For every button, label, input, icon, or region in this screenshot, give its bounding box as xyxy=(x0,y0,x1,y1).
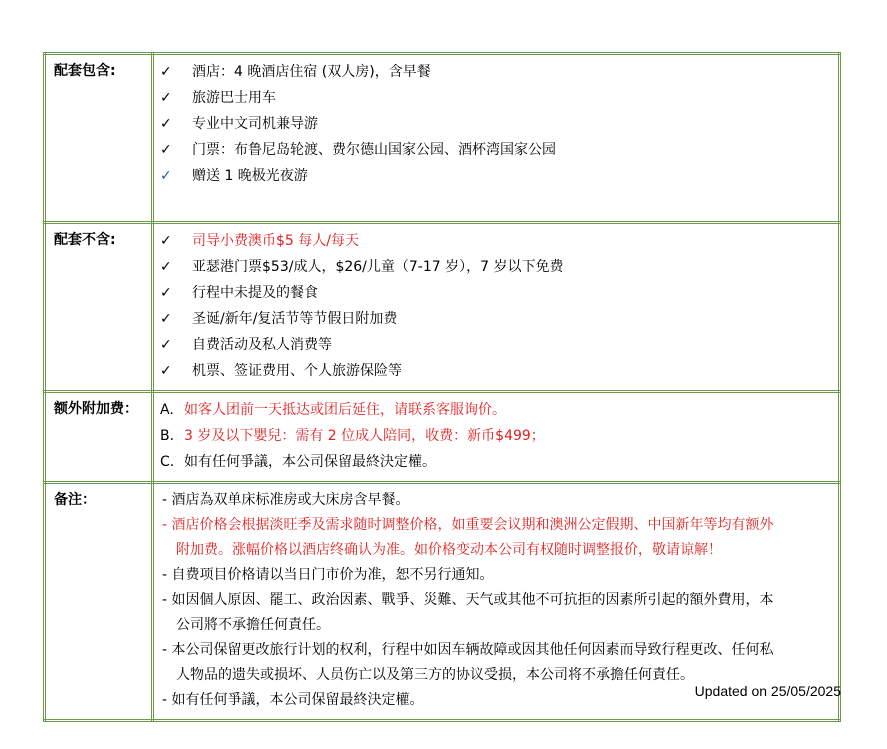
checkmark-icon: ✓ xyxy=(160,90,172,106)
surcharge-row xyxy=(45,392,840,483)
list-item: ✓ 门票：布鲁尼岛轮渡、费尔德山国家公园、酒杯湾国家公园 xyxy=(160,137,832,163)
list-item: - 如因個人原因、罷工、政治因素、戰爭、災難、天气或其他不可抗拒的因素所引起的額外費用，本 公司將不承擔任何責任。 xyxy=(162,592,774,633)
list-item: ✓ 旅游巴士用车 xyxy=(160,85,832,111)
checkmark-icon: ✓ xyxy=(160,337,172,353)
checkmark-icon: ✓ xyxy=(160,142,172,158)
list-item: C. 如有任何爭議，本公司保留最終決定權。 xyxy=(160,454,436,470)
list-item: ✓ 专业中文司机兼导游 xyxy=(160,111,832,137)
checkmark-icon: ✓ xyxy=(160,233,172,249)
list-item: - 酒店价格会根据淡旺季及需求随时调整价格，如重要会议期和澳洲公定假期、中国新年等均有额外 附加费。涨幅价格以酒店终确认为准。如价格变动本公司有权随时调整报价，敬请谅解！ xyxy=(162,517,774,558)
package-table xyxy=(43,52,841,722)
updated-date: Updated on 25/05/2025 xyxy=(694,683,841,699)
checkmark-icon: ✓ xyxy=(160,168,172,184)
list-item: ✓ 行程中未提及的餐食 xyxy=(160,280,832,306)
list-item: ✓ 自费活动及私人消费等 xyxy=(160,332,832,358)
checkmark-icon: ✓ xyxy=(160,116,172,132)
excluded-label: 配套不含: xyxy=(45,223,153,392)
list-item: - 本公司保留更改旅行计划的权利，行程中如因车辆故障或因其他任何因素而导致行程更改、任何私 人物品的遗失或损坏、人员伤亡以及第三方的协议受损，本公司将不承擔任何責任。 xyxy=(162,642,774,683)
included-row xyxy=(45,54,840,223)
list-item: - 酒店為双单床标准房或大床房含早餐。 xyxy=(162,492,410,508)
remarks-label: 备注： xyxy=(45,483,153,721)
list-item: - 如有任何爭議，本公司保留最終決定權。 xyxy=(162,692,424,708)
checkmark-icon: ✓ xyxy=(160,259,172,275)
checkmark-icon: ✓ xyxy=(160,64,172,80)
checkmark-icon: ✓ xyxy=(160,285,172,301)
checkmark-icon: ✓ xyxy=(160,363,172,379)
list-item: B. 3 岁及以下嬰兒：需有 2 位成人陪同，收费：新币$499； xyxy=(160,428,545,444)
surcharge-label: 额外附加费： xyxy=(45,392,153,483)
list-item: ✓ 机票、签证费用、个人旅游保险等 xyxy=(160,358,832,384)
excluded-row xyxy=(45,223,840,392)
list-item: A. 如客人团前一天抵达或团后延住，请联系客服询价。 xyxy=(160,402,506,418)
list-item: - 自费项目价格请以当日门市价为准，恕不另行通知。 xyxy=(162,567,494,583)
excluded-content xyxy=(153,223,840,392)
list-item: ✓ 圣诞/新年/复活节等节假日附加费 xyxy=(160,306,832,332)
list-item: ✓ 亚瑟港门票$53/成人，$26/儿童（7-17 岁），7 岁以下免费 xyxy=(160,254,832,280)
included-content xyxy=(153,54,840,223)
list-item: ✓ 司导小费澳币$5 每人/每天 xyxy=(160,228,832,254)
list-item: ✓ 酒店：4 晚酒店住宿 (双人房)，含早餐 xyxy=(160,59,832,85)
surcharge-content xyxy=(153,392,840,483)
list-item: ✓ 赠送 1 晚极光夜游 xyxy=(160,163,832,189)
checkmark-icon: ✓ xyxy=(160,311,172,327)
included-label: 配套包含: xyxy=(45,54,153,223)
